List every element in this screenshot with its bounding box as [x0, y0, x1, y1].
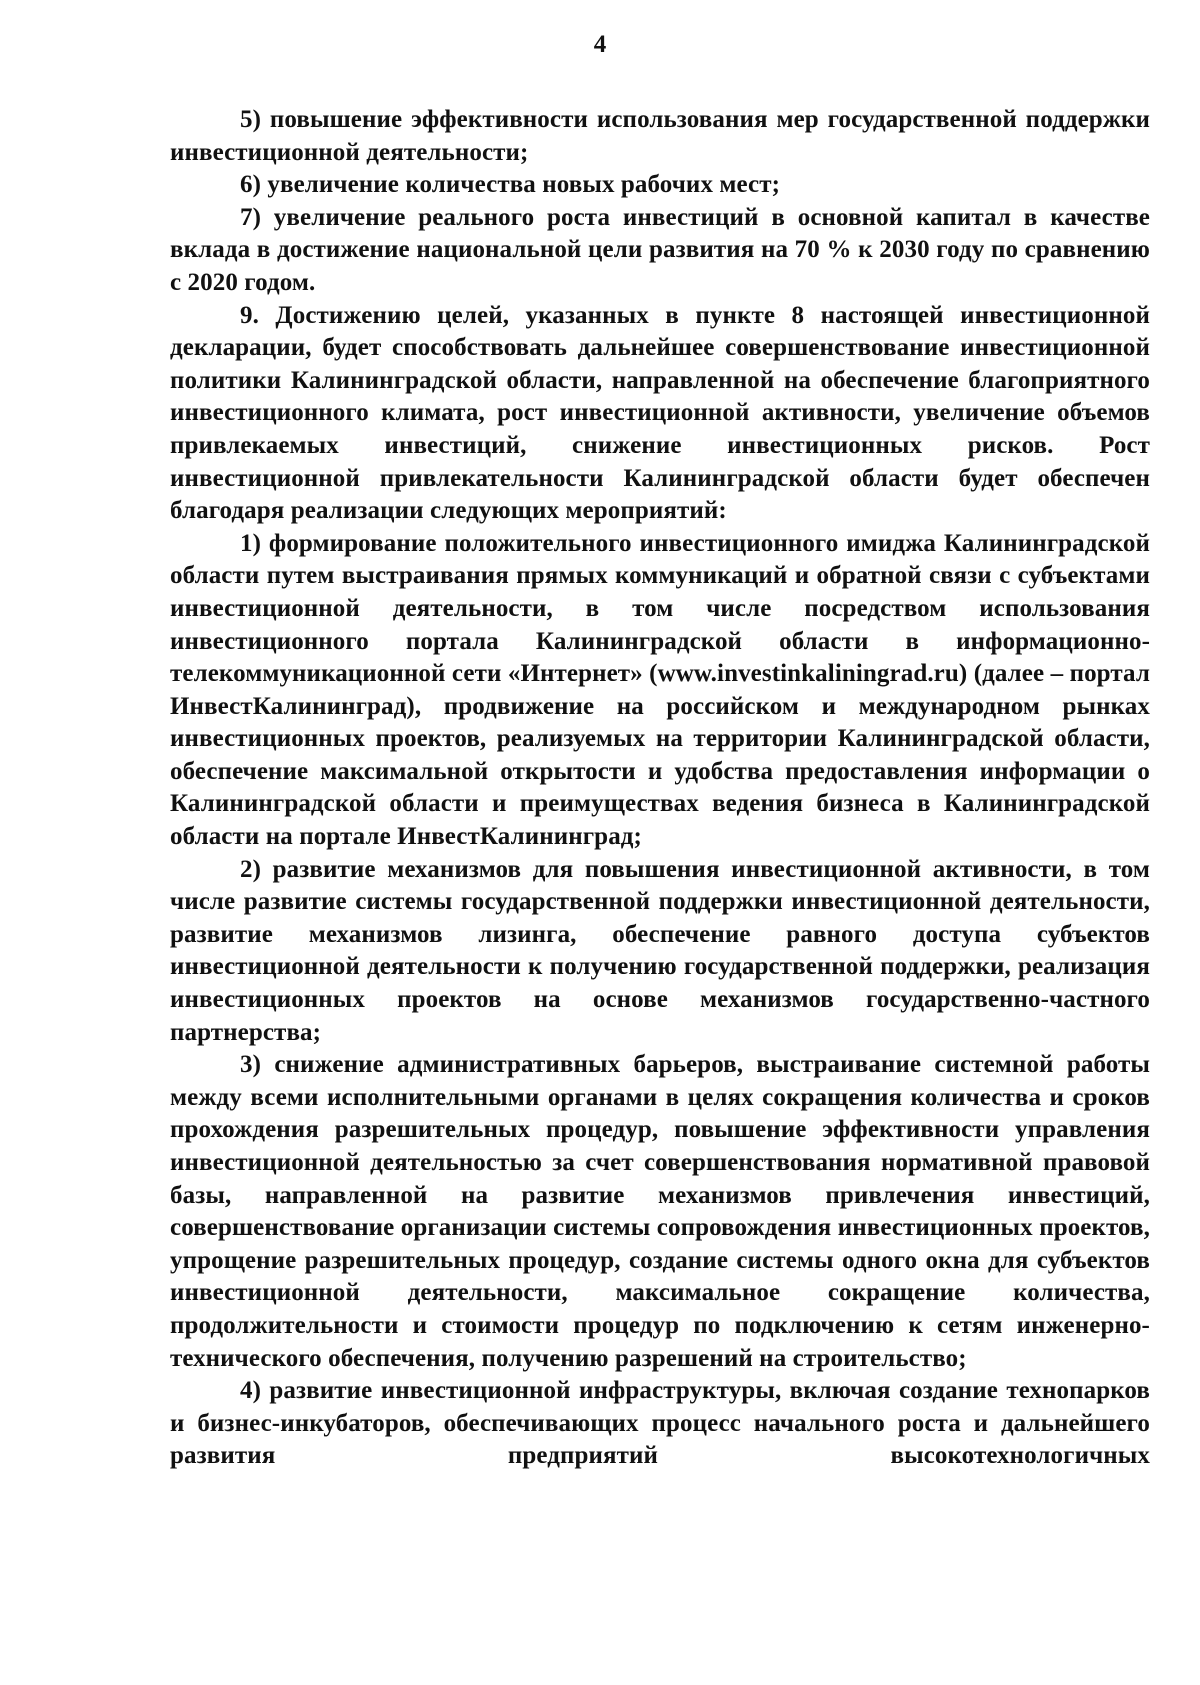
- paragraph-measure-1: 1) формирование положительного инвестиционного имиджа Калининградской области путем выстраивания прямых коммуникаций и обратной связи с субъектами инвестиционной деятельности, в том числе посредством использования инвестиционного портала Калининградской области в информационно-телекоммуникационной сети «Интернет» (www.investinkaliningrad.ru) (далее – портал ИнвестКалининград), продвижение на российском и международном рынках инвестиционных проектов, реализуемых на территории Калининградской области, обеспечение максимальной открытости и удобства предоставления информации о Калининградской области и преимуществах ведения бизнеса в Калининградской области на портале ИнвестКалининград;: [170, 529, 1150, 851]
- paragraph-section-9: 9. Достижению целей, указанных в пункте 8 настоящей инвестиционной декларации, будет способствовать дальнейшее совершенствование инвестиционной политики Калининградской области, направленной на обеспечение благоприятного инвестиционного климата, рост инвестиционной активности, увеличение объемов привлекаемых инвестиций, снижение инвестиционных рисков. Рост инвестиционной привлекательности Калининградской области будет обеспечен благодаря реализации следующих мероприятий:: [170, 301, 1150, 525]
- document-body: [170, 104, 1150, 1473]
- paragraph-item-6: 6) увеличение количества новых рабочих мест;: [240, 171, 781, 199]
- paragraph-measure-3: 3) снижение административных барьеров, выстраивание системной работы между всеми исполнительными органами в целях сокращения количества и сроков прохождения разрешительных процедур, повышение эффективности управления инвестиционной деятельностью за счет совершенствования нормативной правовой базы, направленной на развитие механизмов привлечения инвестиций, совершенствование организации системы сопровождения инвестиционных проектов, упрощение разрешительных процедур, создание системы одного окна для субъектов инвестиционной деятельности, максимальное сокращение количества, продолжительности и стоимости процедур по подключению к сетям инженерно-технического обеспечения, получению разрешений на строительство;: [170, 1051, 1150, 1372]
- paragraph-measure-2: 2) развитие механизмов для повышения инвестиционной активности, в том числе развитие системы государственной поддержки инвестиционной деятельности, развитие механизмов лизинга, обеспечение равного доступа субъектов инвестиционной деятельности к получению государственной поддержки, реализация инвестиционных проектов на основе механизмов государственно-частного партнерства;: [170, 855, 1150, 1046]
- paragraph-item-5: 5) повышение эффективности использования мер государственной поддержки инвестиционной деятельности;: [170, 106, 1150, 166]
- page-number: 4: [593, 31, 607, 58]
- paragraph-item-7: 7) увеличение реального роста инвестиций в основной капитал в качестве вклада в достижение национальной цели развития на 70 % к 2030 году по сравнению с 2020 годом.: [170, 203, 1150, 296]
- paragraph-measure-4: 4) развитие инвестиционной инфраструктуры, включая создание технопарков и бизнес-инкубаторов, обеспечивающих процесс начального роста и дальнейшего развития предприятий высокотехнологичных: [170, 1377, 1150, 1470]
